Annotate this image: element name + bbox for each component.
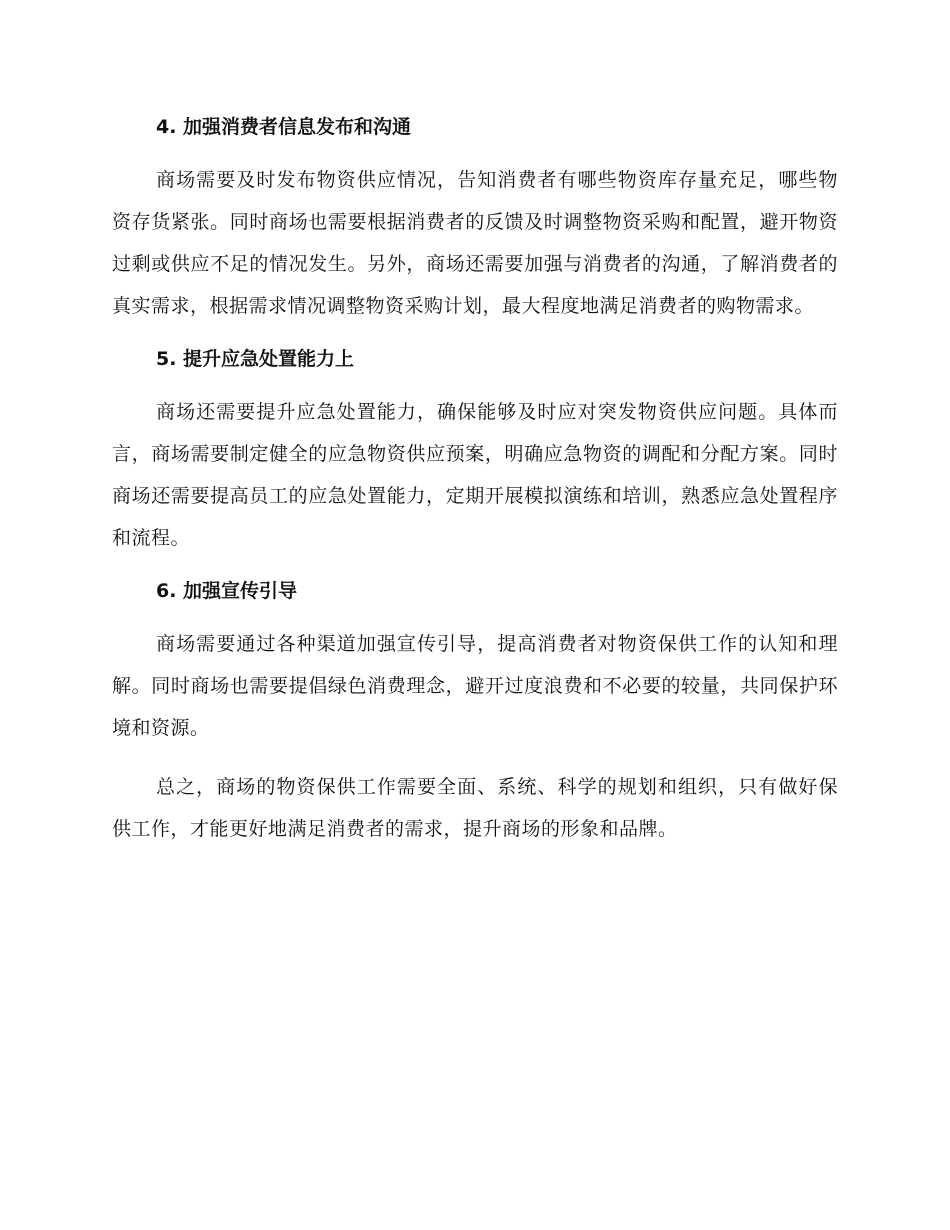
- section-6-paragraph: 商场需要通过各种渠道加强宣传引导，提高消费者对物资保供工作的认知和理解。同时商场也需要提倡绿色消费理念，避开过度浪费和不必要的较量，共同保护环境和资源。: [112, 633, 838, 739]
- section-4-paragraph: 商场需要及时发布物资供应情况，告知消费者有哪些物资库存量充足，哪些物资存货紧张。同时商场也需要根据消费者的反馈及时调整物资采购和配置，避开物资过剩或供应不足的情况发生。另外，商场还需要加强与消费者的沟通，了解消费者的真实需求，根据需求情况调整物资采购计划，最大程度地满足消费者的购物需求。: [112, 169, 838, 317]
- section-heading-4: 4. 加强消费者信息发布和沟通: [156, 116, 412, 138]
- document-page: [112, 112, 838, 867]
- conclusion-paragraph: 总之，商场的物资保供工作需要全面、系统、科学的规划和组织，只有做好保供工作，才能更好地满足消费者的需求，提升商场的形象和品牌。: [112, 776, 838, 840]
- section-5-paragraph: 商场还需要提升应急处置能力，确保能够及时应对突发物资供应问题。具体而言，商场需要制定健全的应急物资供应预案，明确应急物资的调配和分配方案。同时商场还需要提高员工的应急处置能力，定期开展模拟演练和培训，熟悉应急处置程序和流程。: [112, 401, 838, 549]
- section-heading-6: 6. 加强宣传引导: [156, 580, 298, 602]
- section-heading-5: 5. 提升应急处置能力上: [156, 348, 355, 370]
